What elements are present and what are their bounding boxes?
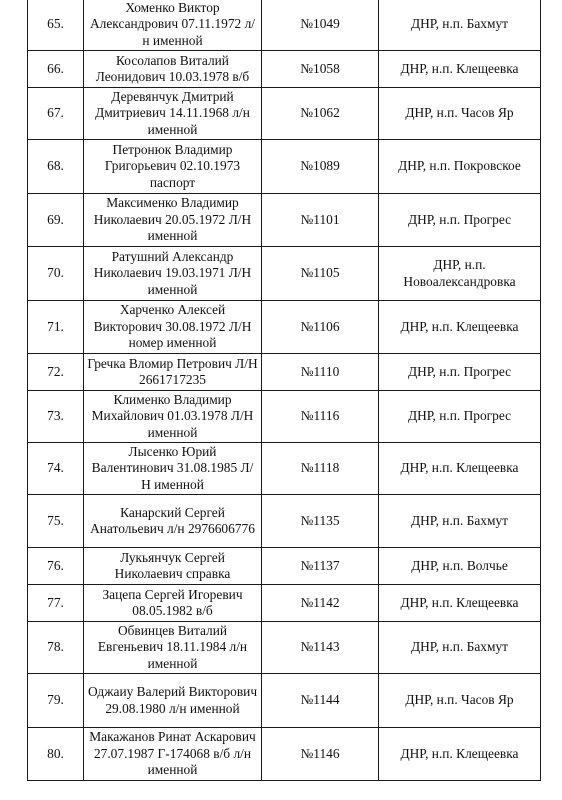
location: ДНР, н.п. Прогрес <box>379 391 541 443</box>
row-number: 77. <box>28 585 84 622</box>
record-id: №1137 <box>262 548 379 585</box>
table-row <box>28 88 541 140</box>
record-id: №1143 <box>262 622 379 674</box>
person-details: Максименко Владимир Николаевич 20.05.1972 Л/Н именной <box>84 194 262 247</box>
table-row <box>28 194 541 247</box>
table-row <box>28 674 541 728</box>
table-row <box>28 247 541 301</box>
table-row <box>28 51 541 88</box>
record-id: №1106 <box>262 301 379 354</box>
row-number: 65. <box>28 0 84 51</box>
table-row <box>28 301 541 354</box>
table-row <box>28 391 541 443</box>
record-id: №1105 <box>262 247 379 301</box>
person-details: Оджаиу Валерий Викторович 29.08.1980 л/н именной <box>84 674 262 728</box>
row-number: 69. <box>28 194 84 247</box>
person-details: Зацепа Сергей Игоревич 08.05.1982 в/б <box>84 585 262 622</box>
table-row <box>28 585 541 622</box>
location: ДНР, н.п. Бахмут <box>379 622 541 674</box>
row-number: 70. <box>28 247 84 301</box>
roster-table-body <box>28 0 541 781</box>
record-id: №1049 <box>262 0 379 51</box>
row-number: 75. <box>28 495 84 548</box>
location: ДНР, н.п. Клещеевка <box>379 301 541 354</box>
location: ДНР, н.п. Клещеевка <box>379 443 541 495</box>
person-details: Лукьянчук Сергей Николаевич справка <box>84 548 262 585</box>
record-id: №1110 <box>262 354 379 391</box>
table-row <box>28 548 541 585</box>
location: ДНР, н.п. Прогрес <box>379 354 541 391</box>
row-number: 72. <box>28 354 84 391</box>
row-number: 78. <box>28 622 84 674</box>
location: ДНР, н.п. Клещеевка <box>379 728 541 781</box>
location: ДНР, н.п. Клещеевка <box>379 585 541 622</box>
person-details: Хоменко Виктор Александрович 07.11.1972 л/н именной <box>84 0 262 51</box>
person-details: Лысенко Юрий Валентинович 31.08.1985 Л/Н именной <box>84 443 262 495</box>
row-number: 80. <box>28 728 84 781</box>
person-details: Деревянчук Дмитрий Дмитриевич 14.11.1968 л/н именной <box>84 88 262 140</box>
record-id: №1135 <box>262 495 379 548</box>
record-id: №1118 <box>262 443 379 495</box>
location: ДНР, н.п. Бахмут <box>379 0 541 51</box>
roster-table <box>27 0 541 781</box>
location: ДНР, н.п. Волчье <box>379 548 541 585</box>
row-number: 76. <box>28 548 84 585</box>
location: ДНР, н.п. Новоалександровка <box>379 247 541 301</box>
person-details: Обвинцев Виталий Евгеньевич 18.11.1984 л/н именной <box>84 622 262 674</box>
table-row <box>28 140 541 194</box>
record-id: №1089 <box>262 140 379 194</box>
person-details: Ратушний Александр Николаевич 19.03.1971 Л/Н именной <box>84 247 262 301</box>
location: ДНР, н.п. Часов Яр <box>379 674 541 728</box>
row-number: 71. <box>28 301 84 354</box>
person-details: Косолапов Виталий Леонидович 10.03.1978 в/б <box>84 51 262 88</box>
table-row <box>28 622 541 674</box>
record-id: №1116 <box>262 391 379 443</box>
record-id: №1142 <box>262 585 379 622</box>
person-details: Харченко Алексей Викторович 30.08.1972 Л/Н номер именной <box>84 301 262 354</box>
table-row <box>28 0 541 51</box>
row-number: 66. <box>28 51 84 88</box>
row-number: 73. <box>28 391 84 443</box>
person-details: Канарский Сергей Анатольевич л/н 2976606776 <box>84 495 262 548</box>
record-id: №1144 <box>262 674 379 728</box>
location: ДНР, н.п. Бахмут <box>379 495 541 548</box>
table-row <box>28 728 541 781</box>
person-details: Гречка Вломир Петрович Л/Н 2661717235 <box>84 354 262 391</box>
record-id: №1062 <box>262 88 379 140</box>
person-details: Клименко Владимир Михайлович 01.03.1978 Л/Н именной <box>84 391 262 443</box>
location: ДНР, н.п. Покровское <box>379 140 541 194</box>
location: ДНР, н.п. Часов Яр <box>379 88 541 140</box>
table-row <box>28 354 541 391</box>
row-number: 68. <box>28 140 84 194</box>
location: ДНР, н.п. Клещеевка <box>379 51 541 88</box>
table-row <box>28 443 541 495</box>
row-number: 67. <box>28 88 84 140</box>
record-id: №1146 <box>262 728 379 781</box>
person-details: Петронюк Владимир Григорьевич 02.10.1973 паспорт <box>84 140 262 194</box>
row-number: 79. <box>28 674 84 728</box>
table-row <box>28 495 541 548</box>
location: ДНР, н.п. Прогрес <box>379 194 541 247</box>
record-id: №1058 <box>262 51 379 88</box>
record-id: №1101 <box>262 194 379 247</box>
person-details: Макажанов Ринат Аскарович 27.07.1987 Г-174068 в/б л/н именной <box>84 728 262 781</box>
row-number: 74. <box>28 443 84 495</box>
